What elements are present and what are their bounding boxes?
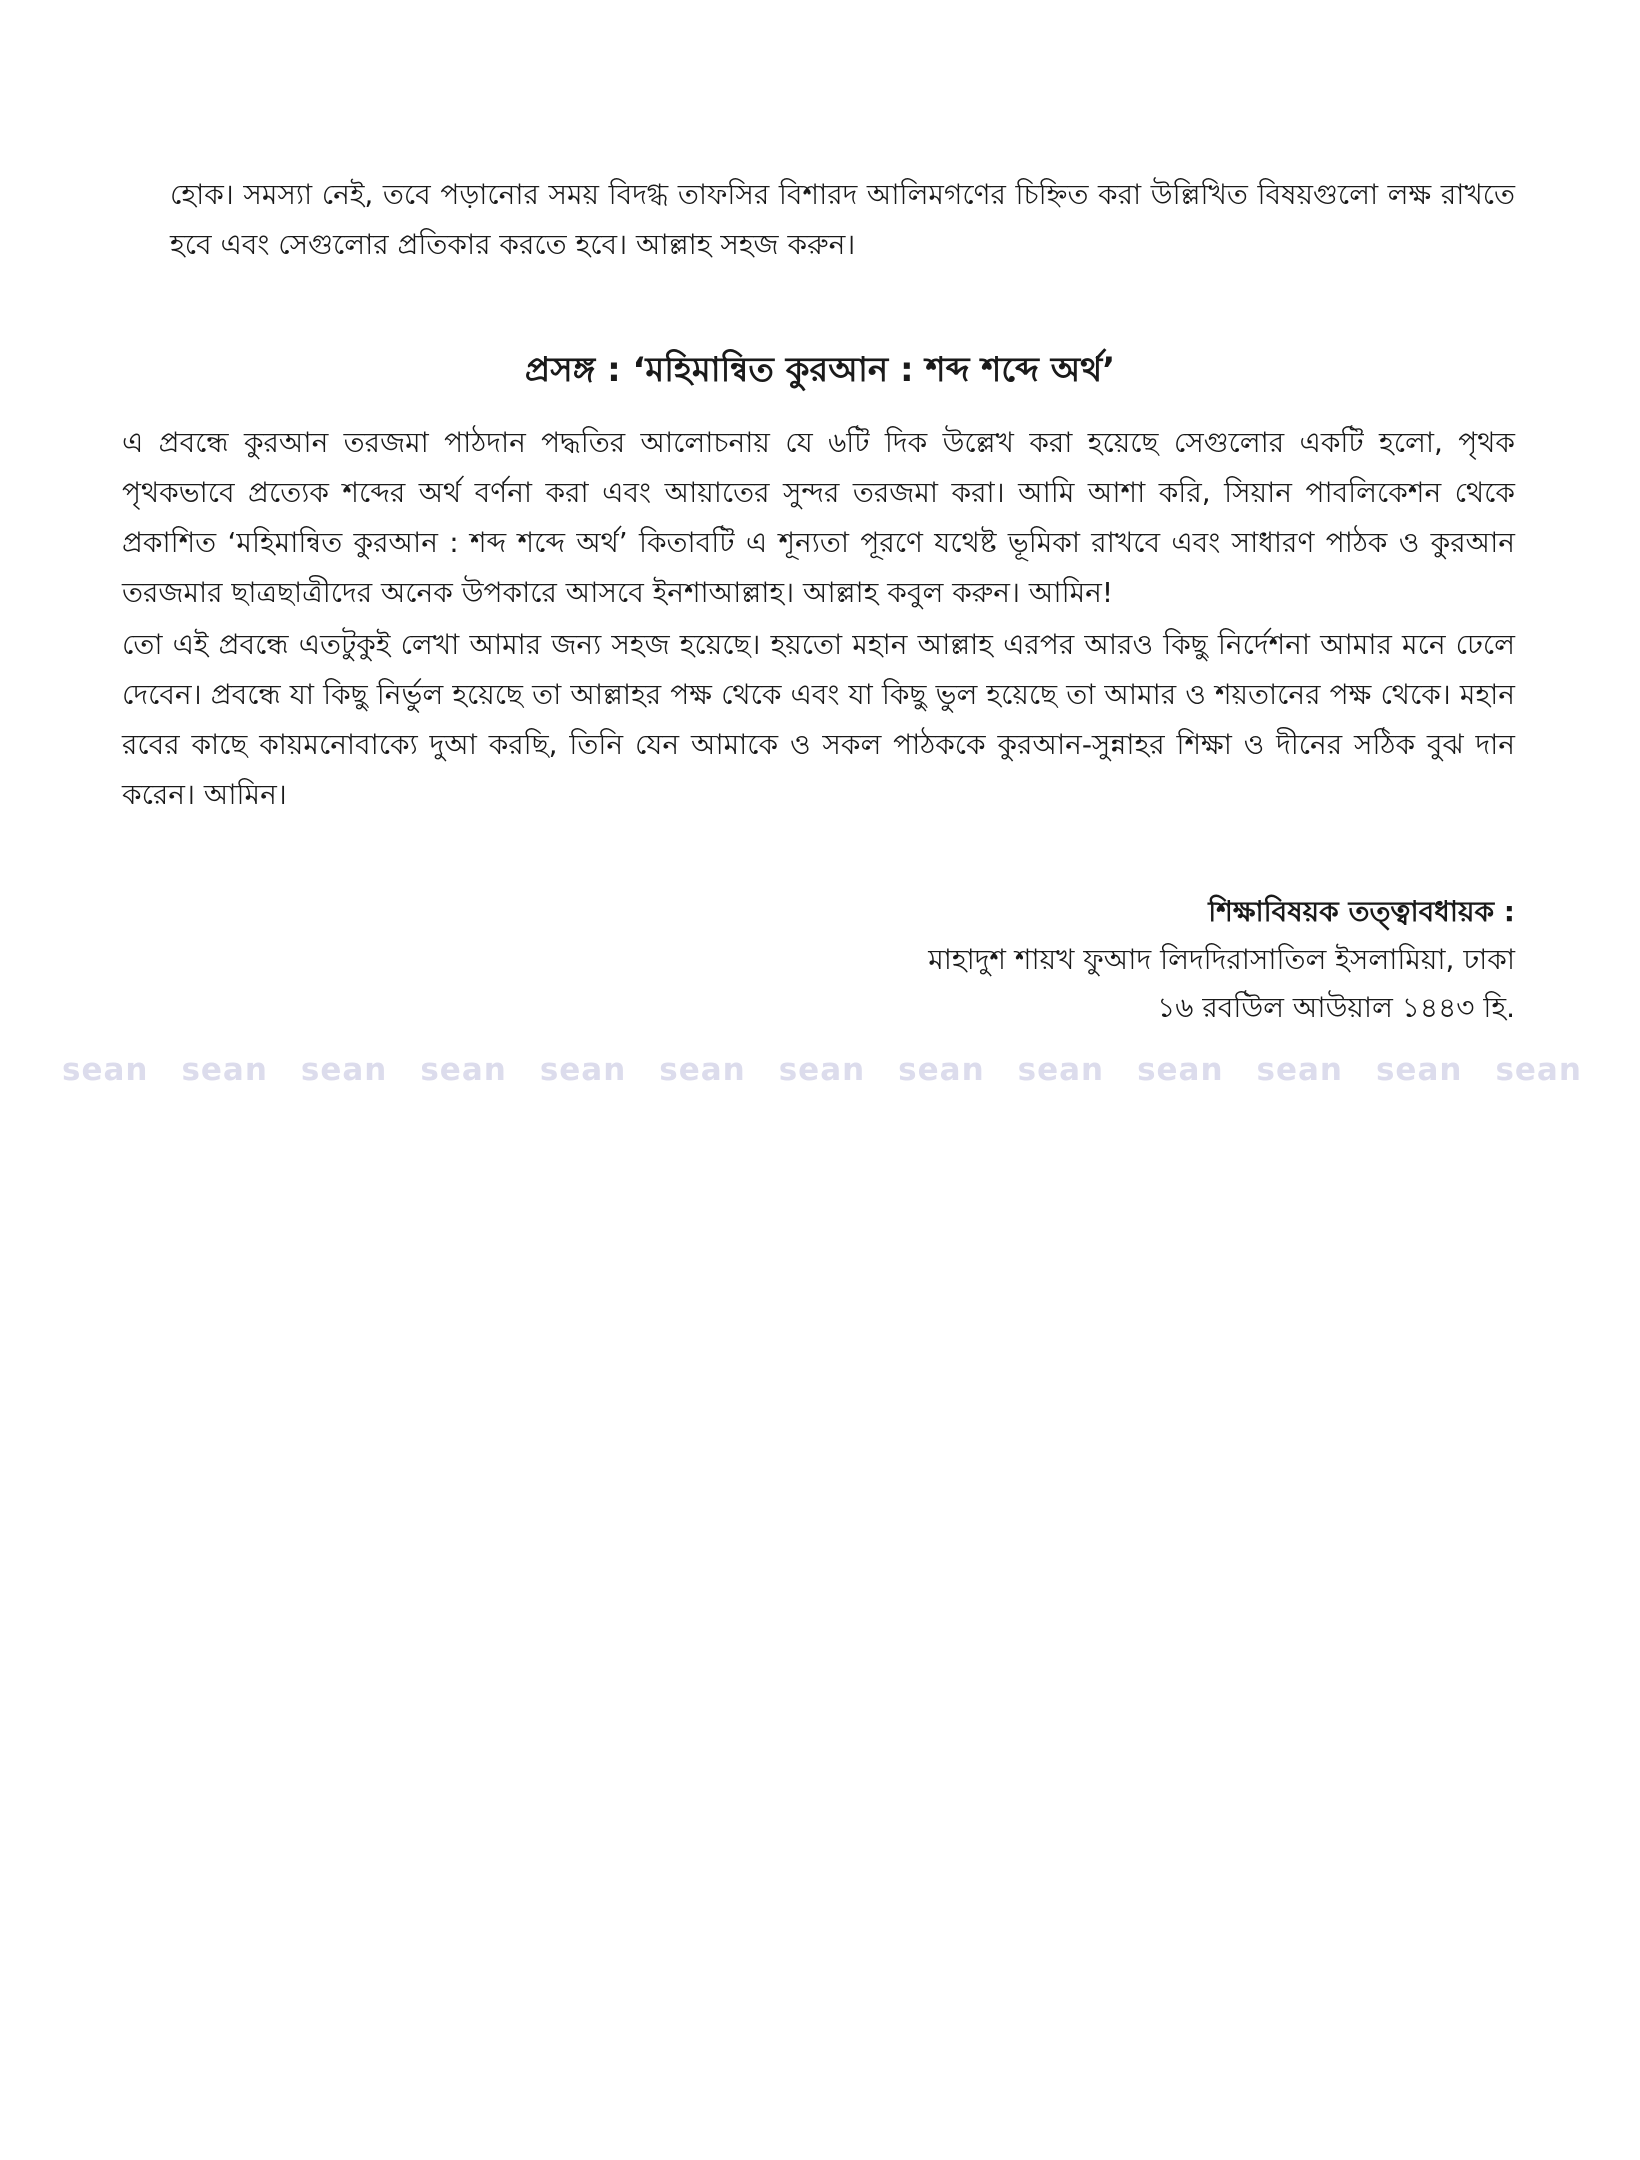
signature-block: [928, 888, 1515, 1032]
signature-date: ১৬ রবউিল আউয়াল ১৪৪৩ হি.: [1157, 991, 1515, 1024]
body-paragraph-1: এ প্রবন্ধে কুরআন তরজমা পাঠদান পদ্ধতির আলোচনায় যে ৬টি দিক উল্লেখ করা হয়েছে সেগুলোর একটি হলো, পৃথক পৃথকভাবে প্রত্যেক শব্দের অর্থ বর্ণনা করা এবং আয়াতের সুন্দর তরজমা করা। আমি আশা করি, সিয়ান পাবলিকেশন থেকে প্রকাশিত ‘মহিমান্বিত কুরআন : শব্দ শব্দে অর্থ’ কিতাবটি এ শূন্যতা পূরণে যথেষ্ট ভূমিকা রাখবে এবং সাধারণ পাঠক ও কুরআন তরজমার ছাত্রছাত্রীদের অনেক উপকারে আসবে ইনশাআল্লাহ। আল্লাহ কবুল করুন। আমিন!: [122, 426, 1515, 609]
publisher-watermark: [62, 1052, 1582, 1088]
continuation-paragraph: হোক। সমস্যা নেই, তবে পড়ানোর সময় বিদগ্ধ তাফসির বিশারদ আলিমগণের চিহ্নিত করা উল্লিখিত বিষয়গুলো লক্ষ রাখতে হবে এবং সেগুলোর প্রতিকার করতে হবে। আল্লাহ সহজ করুন।: [170, 178, 1515, 261]
section-heading: প্রসঙ্গ : ‘মহিমান্বিত কুরআন : শব্দ শব্দে অর্থ’: [524, 350, 1116, 390]
signature-title: শিক্ষাবিষয়ক তত্ত্বাবধায়ক :: [1208, 895, 1515, 928]
watermark-logo: sean: [659, 1052, 746, 1088]
watermark-logo: sean: [420, 1052, 507, 1088]
watermark-logo: sean: [1017, 1052, 1105, 1088]
watermark-logo: sean: [300, 1052, 388, 1088]
body-paragraph-2: তো এই প্রবন্ধে এতটুকুই লেখা আমার জন্য সহজ হয়েছে। হয়তো মহান আল্লাহ এরপর আরও কিছু নির্দেশনা আমার মনে ঢেলে দেবেন। প্রবন্ধে যা কিছু নির্ভুল হয়েছে তা আল্লাহর পক্ষ থেকে এবং যা কিছু ভুল হয়েছে তা আমার ও শয়তানের পক্ষ থেকে। মহান রবের কাছে কায়মনোবাক্যে দুআ করছি, তিনি যেন আমাকে ও সকল পাঠককে কুরআন-সুন্নাহর শিক্ষা ও দীনের সঠিক বুঝ দান করেন। আমিন।: [122, 628, 1515, 811]
watermark-logo: sean: [1495, 1052, 1582, 1088]
watermark-logo: sean: [181, 1052, 268, 1088]
watermark-logo: sean: [539, 1052, 627, 1088]
watermark-logo: sean: [1375, 1052, 1463, 1088]
watermark-logo: sean: [62, 1052, 149, 1088]
signature-institution: মাহাদুশ শায়খ ফুআদ লিদদিরাসাতিল ইসলামিয়া, ঢাকা: [928, 943, 1515, 976]
watermark-logo: sean: [898, 1052, 985, 1088]
watermark-logo: sean: [1256, 1052, 1343, 1088]
watermark-logo: sean: [778, 1052, 866, 1088]
watermark-logo: sean: [1137, 1052, 1224, 1088]
